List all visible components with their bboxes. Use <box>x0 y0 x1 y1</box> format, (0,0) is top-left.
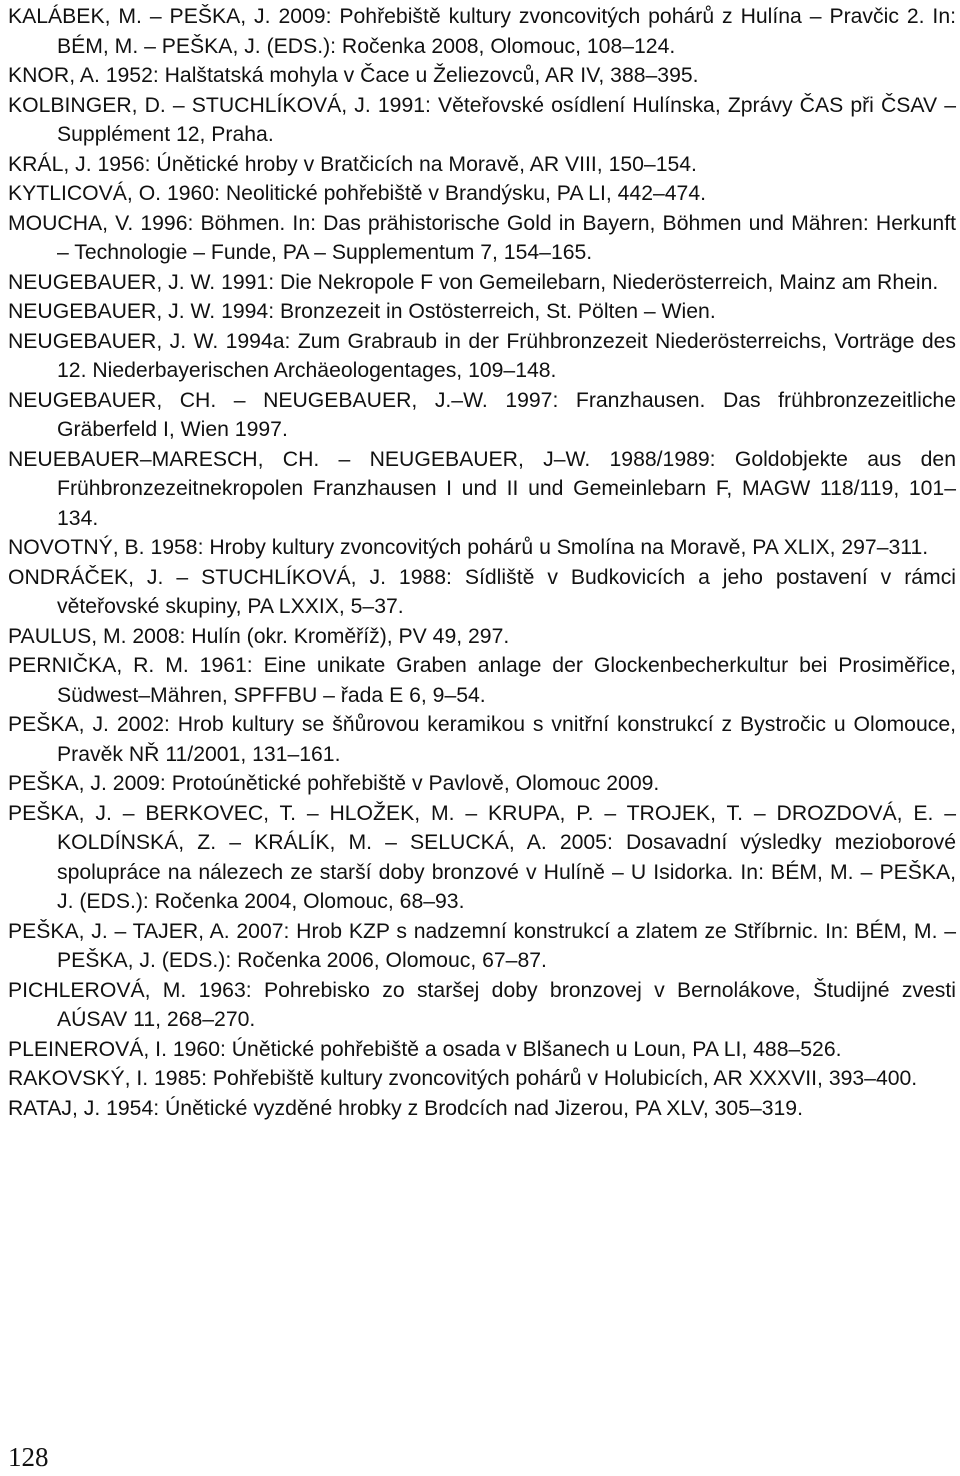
bibliography-entry: NEUGEBAUER, CH. – NEUGEBAUER, J.–W. 1997: Franzhausen. Das frühbronzezeitliche Gräberfeld I, Wien 1997. <box>8 388 956 441</box>
bibliography-entry: PEŠKA, J. – TAJER, A. 2007: Hrob KZP s nadzemní konstrukcí a zlatem ze Stříbrnic. In: BÉM, M. – PEŠKA, J. (EDS.): Ročenka 2006, Olomouc, 67–87. <box>8 919 956 972</box>
bibliography-entry: PEŠKA, J. 2002: Hrob kultury se šňůrovou keramikou s vnitřní konstrukcí z Bystročic u Olomouce, Pravěk NŘ 11/2001, 131–161. <box>8 713 956 766</box>
bibliography-entry: NEUGEBAUER, J. W. 1994: Bronzezeit in Ostösterreich, St. Pölten – Wien. <box>8 300 716 323</box>
bibliography-entry: ONDRÁČEK, J. – STUCHLÍKOVÁ, J. 1988: Sídliště v Budkovicích a jeho postavení v rámci věteřovské skupiny, PA LXXIX, 5–37. <box>8 565 956 618</box>
page-number: 128 <box>8 1442 49 1472</box>
bibliography-entry: NEUGEBAUER, J. W. 1994a: Zum Grabraub in der Frühbronzezeit Niederösterreichs, Vorträge des 12. Niederbayerischen Archäeologentages, 109–148. <box>8 329 956 382</box>
bibliography-entry: KOLBINGER, D. – STUCHLÍKOVÁ, J. 1991: Věteřovské osídlení Hulínska, Zprávy ČAS při ČSAV – Supplément 12, Praha. <box>8 93 956 146</box>
bibliography-entry: PEŠKA, J. – BERKOVEC, T. – HLOŽEK, M. – KRUPA, P. – TROJEK, T. – DROZDOVÁ, E. – KOLDÍNSKÁ, Z. – KRÁLÍK, M. – SELUCKÁ, A. 2005: Dosavadní výsledky mezioborové spolupráce na nálezech ze starší doby bronzové v Hulíně – U Isidorka. In: BÉM, M. – PEŠKA, J. (EDS.): Ročenka 2004, Olomouc, 68–93. <box>8 801 956 913</box>
bibliography-entry: NEUEBAUER–MARESCH, CH. – NEUGEBAUER, J–W. 1988/1989: Goldobjekte aus den Frühbronzezeitnekropolen Franzhausen I und II und Gemeinlebarn F, MAGW 118/119, 101–134. <box>8 447 956 530</box>
bibliography-entry: PERNIČKA, R. M. 1961: Eine unikate Graben anlage der Glockenbecherkultur bei Prosiměřice, Südwest–Mähren, SPFFBU – řada E 6, 9–54. <box>8 654 956 707</box>
bibliography-entry: MOUCHA, V. 1996: Böhmen. In: Das prähistorische Gold in Bayern, Böhmen und Mähren: Herkunft – Technologie – Funde, PA – Supplementum 7, 154–165. <box>8 211 956 264</box>
bibliography-entry: KALÁBEK, M. – PEŠKA, J. 2009: Pohřebiště kultury zvoncovitých pohárů z Hulína – Pravčic 2. In: BÉM, M. – PEŠKA, J. (EDS.): Ročenka 2008, Olomouc, 108–124. <box>8 5 956 58</box>
bibliography-entry: KNOR, A. 1952: Halštatská mohyla v Čace u Želiezovců, AR IV, 388–395. <box>8 64 699 87</box>
bibliography-entry: KYTLICOVÁ, O. 1960: Neolitické pohřebiště v Brandýsku, PA LI, 442–474. <box>8 182 706 205</box>
bibliography-entry: KRÁL, J. 1956: Únětické hroby v Bratčicích na Moravě, AR VIII, 150–154. <box>8 152 697 176</box>
bibliography-entry: RATAJ, J. 1954: Únětické vyzděné hrobky z Brodcích nad Jizerou, PA XLV, 305–319. <box>8 1096 803 1120</box>
bibliography-entry: PLEINEROVÁ, I. 1960: Únětické pohřebiště a osada v Blšanech u Loun, PA LI, 488–526. <box>8 1037 842 1061</box>
bibliography-entry: RAKOVSKÝ, I. 1985: Pohřebiště kultury zvoncovitých pohárů v Holubicích, AR XXXVII, 393–400. <box>8 1067 918 1090</box>
bibliography-list <box>8 2 956 1123</box>
bibliography-entry: PICHLEROVÁ, M. 1963: Pohrebisko zo staršej doby bronzovej v Bernolákove, Študijné zvesti AÚSAV 11, 268–270. <box>8 978 956 1031</box>
bibliography-entry: PAULUS, M. 2008: Hulín (okr. Kroměříž), PV 49, 297. <box>8 624 510 648</box>
bibliography-entry: NOVOTNÝ, B. 1958: Hroby kultury zvoncovitých pohárů u Smolína na Moravě, PA XLIX, 297–311. <box>8 536 929 559</box>
bibliography-entry: PEŠKA, J. 2009: Protoúnětické pohřebiště v Pavlově, Olomouc 2009. <box>8 772 660 795</box>
bibliography-entry: NEUGEBAUER, J. W. 1991: Die Nekropole F von Gemeilebarn, Niederösterreich, Mainz am Rhein. <box>8 270 939 294</box>
